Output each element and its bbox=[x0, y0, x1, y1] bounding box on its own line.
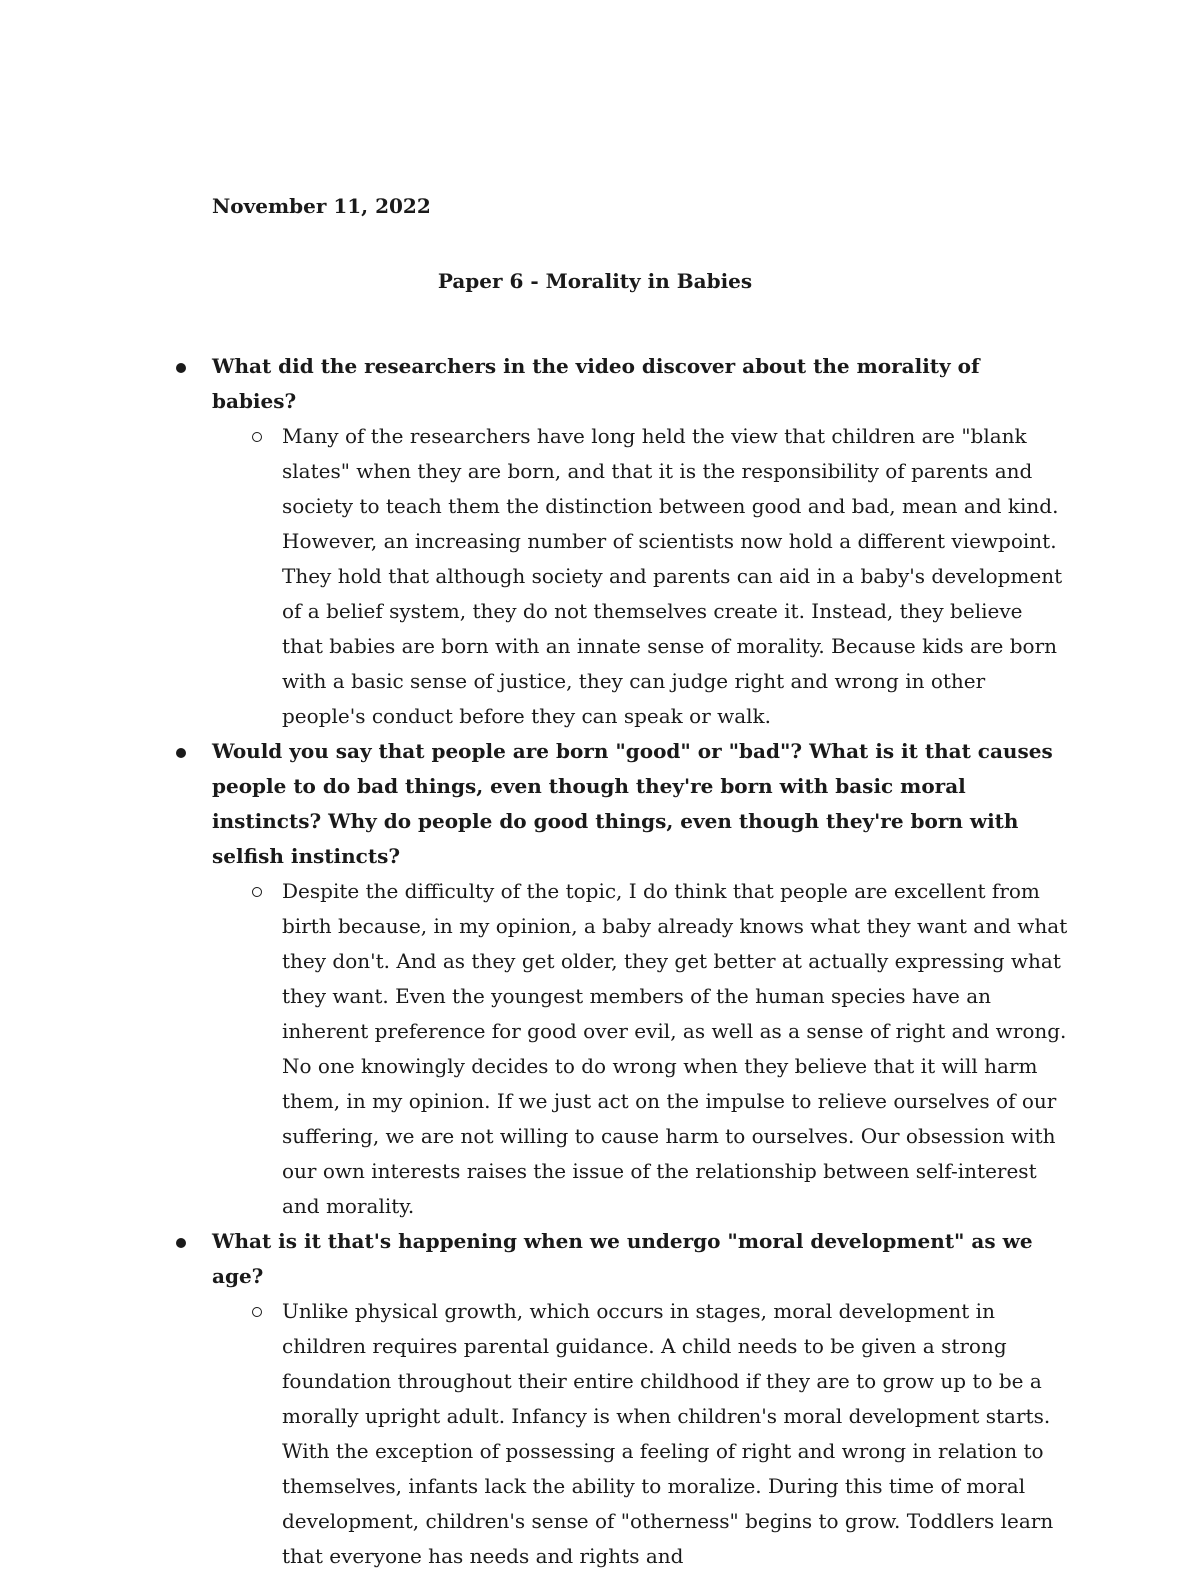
document-title: Paper 6 - Morality in Babies bbox=[437, 269, 753, 293]
question-text: What is it that's happening when we undergo "moral development" as we age? bbox=[212, 1229, 1033, 1288]
answer-item bbox=[168, 419, 1068, 734]
question-item bbox=[168, 734, 1068, 874]
document-date: November 11, 2022 bbox=[212, 194, 431, 218]
answer-text: Despite the difficulty of the topic, I do think that people are excellent from birth because, in my opinion, a baby already knows what they want and what they don't. And as they get older, they get better at actually expressing what they want. Even the youngest members of the human species have an inherent preference for good over evil, as well as a sense of right and wrong. No one knowingly decides to do wrong when they believe that it will harm them, in my opinion. If we just act on the impulse to relieve ourselves of our suffering, we are not willing to cause harm to ourselves. Our obsession with our own interests raises the issue of the relationship between self-interest and morality. bbox=[282, 879, 1068, 1218]
question-text: Would you say that people are born "good" or "bad"? What is it that causes people to do bad things, even though they're born with basic moral instincts? Why do people do good things, even though they're born with selfish instincts? bbox=[212, 739, 1053, 868]
document-body bbox=[168, 349, 1068, 1574]
bullet-dot-icon bbox=[176, 363, 186, 373]
answer-text: Unlike physical growth, which occurs in stages, moral development in children requires parental guidance. A child needs to be given a strong foundation throughout their entire childhood if they are to grow up to be a morally upright adult. Infancy is when children's moral development starts. With the exception of possessing a feeling of right and wrong in relation to themselves, infants lack the ability to moralize. During this time of moral development, children's sense of "otherness" begins to grow. Toddlers learn that everyone has needs and rights and bbox=[282, 1299, 1054, 1568]
question-text: What did the researchers in the video discover about the morality of babies? bbox=[212, 354, 980, 413]
bullet-dot-icon bbox=[176, 1238, 186, 1248]
circle-bullet-icon bbox=[252, 887, 262, 897]
answer-text: Many of the researchers have long held the view that children are "blank slates" when they are born, and that it is the responsibility of parents and society to teach them the distinction between good and bad, mean and kind. However, an increasing number of scientists now hold a different viewpoint. They hold that although society and parents can aid in a baby's development of a belief system, they do not themselves create it. Instead, they believe that babies are born with an innate sense of morality. Because kids are born with a basic sense of justice, they can judge right and wrong in other people's conduct before they can speak or walk. bbox=[282, 424, 1063, 728]
circle-bullet-icon bbox=[252, 432, 262, 442]
question-item bbox=[168, 349, 1068, 419]
answer-item bbox=[168, 874, 1068, 1224]
bullet-dot-icon bbox=[176, 748, 186, 758]
answer-item bbox=[168, 1294, 1068, 1574]
circle-bullet-icon bbox=[252, 1307, 262, 1317]
question-item bbox=[168, 1224, 1068, 1294]
